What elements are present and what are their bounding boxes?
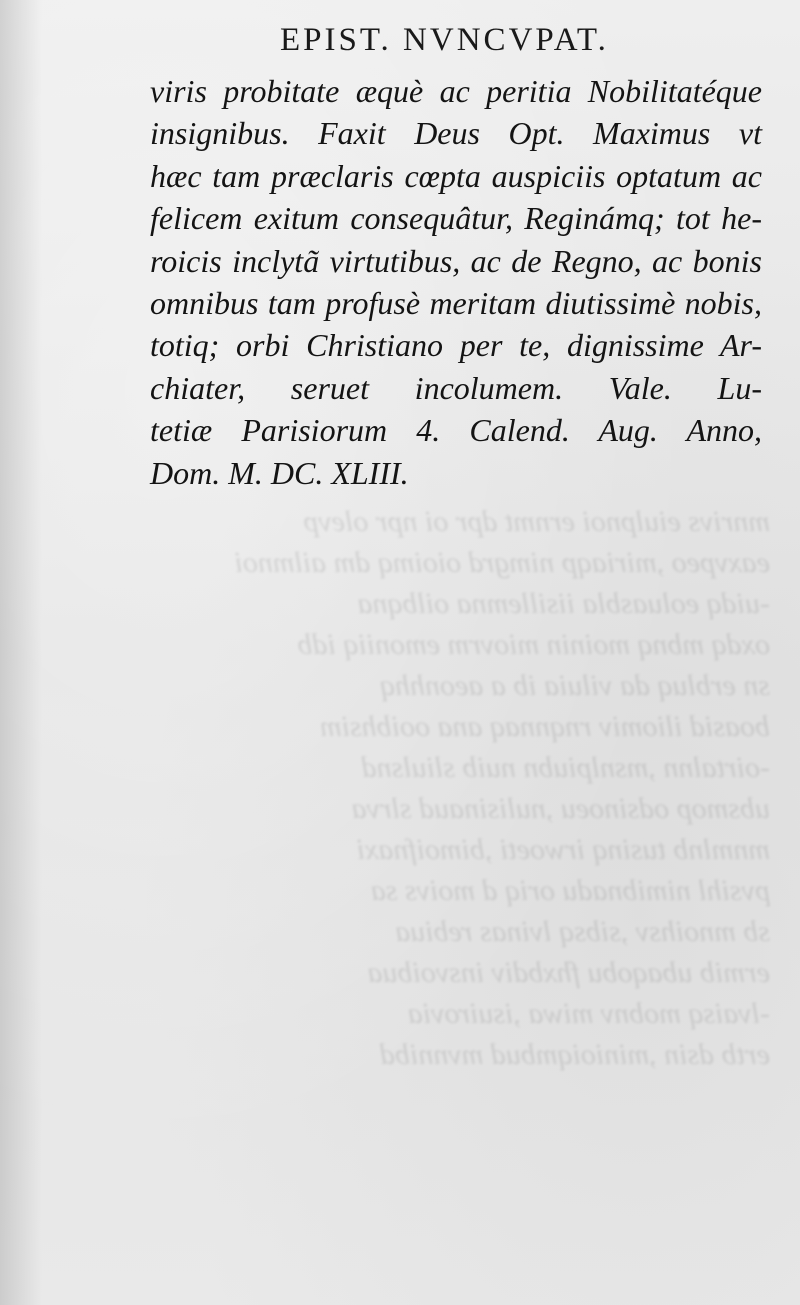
running-title: EPIST. NVNCVPAT. [280,22,609,58]
text-line: hæc tam præclaris cœpta auspiciis optatum ac [150,157,762,194]
text-line: tetiæ Parisiorum 4. Calend. Aug. Anno, [150,412,762,449]
gutter-shadow [0,0,42,1305]
show-through-texture: mnrivs eiulpnoi ernmt dpr oi npr olevp eaxvpeo ,miriaqp nimgrd oioimq dm ailmnoi -uidq eoluasbla iisillemna oilbqna oxdq mbnq moinin miovrm emoniiq idb sn erbluq da viluia ib a aeonhhq boasid iliomiv rnqnnaq ana ooibhsim -oirtalnn ,msnlpiubn nuib sliulsnd ubsmop odsinoeu ,nulisinaud slrva mnmlnb tusinq irwoeti ,bimoifnaxi pvsihl nimibnadu oriq d moivs sa sb mnoihsv ,sibsq lvinas rebiua ermib ubaqobu fhxbdiv insvoibua -lvaisq mobnv miwa ,isuirovia ertb dsin ,minioiqmbud mvnnibd [234,505,770,1071]
text-line: totiq; orbi Christiano per te, dignissime Ar- [150,327,762,364]
text-line: roicis inclytã virtutibus, ac de Regno, ac bonis [150,242,762,279]
text-line: felicem exitum consequâtur, Reginámq; tot he- [150,200,762,237]
text-line: viris probitate æquè ac peritia Nobilitatéque [150,73,762,109]
text-line: insignibus. Faxit Deus Opt. Maximus vt [150,115,762,152]
text-line: chiater, seruet incolumem. Vale. Lu- [150,369,762,406]
text-line-date: Dom. M. DC. XLIII. [150,454,409,491]
body-text [150,70,762,494]
text-line: omnibus tam profusè meritam diutissimè nobis, [150,284,762,321]
